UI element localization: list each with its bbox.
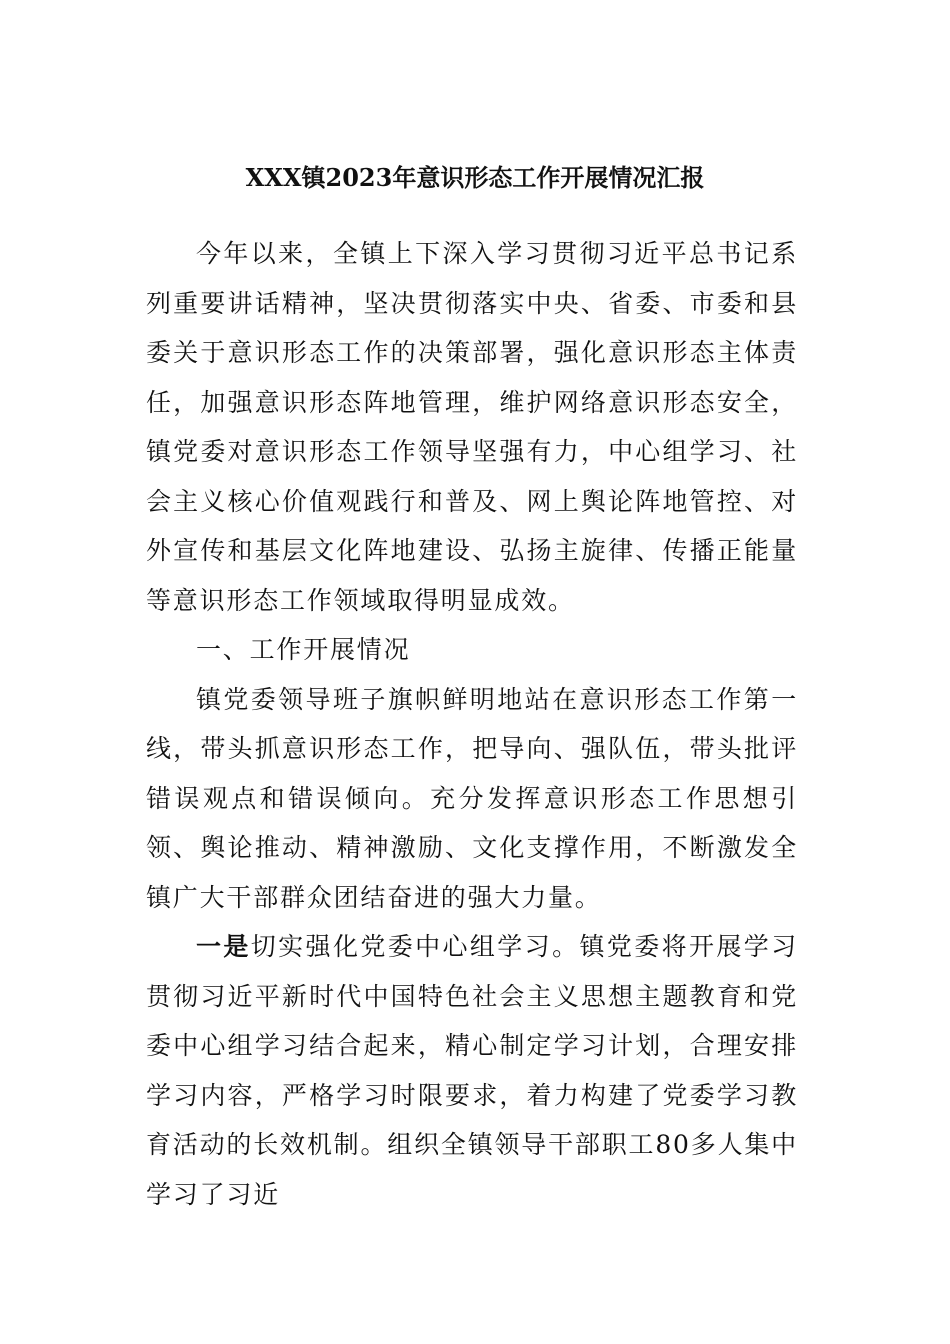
body-paragraph — [146, 675, 798, 923]
point-paragraph-text: 切实强化党委中心组学习。镇党委将开展学习贯彻习近平新时代中国特色社会主义思想主题教育和党委中心组学习结合起来，精心制定学习计划，合理安排学习内容，严格学习时限要求，着力构建了党委学习教育活动的长效机制。组织全镇领导干部职工80多人集中学习了习近 — [146, 932, 798, 1209]
document-body — [146, 229, 798, 1219]
body-paragraph-text: 镇党委领导班子旗帜鲜明地站在意识形态工作第一线，带头抓意识形态工作，把导向、强队伍，带头批评错误观点和错误倾向。充分发挥意识形态工作思想引领、舆论推动、精神激励、文化支撑作用，不断激发全镇广大干部群众团结奋进的强大力量。 — [146, 684, 798, 912]
document-title: XXX镇2023年意识形态工作开展情况汇报 — [245, 163, 705, 192]
section-heading — [146, 625, 798, 675]
point-lead: 一是 — [196, 932, 251, 961]
intro-paragraph-text: 今年以来，全镇上下深入学习贯彻习近平总书记系列重要讲话精神，坚决贯彻落实中央、省委、市委和县委关于意识形态工作的决策部署，强化意识形态主体责任，加强意识形态阵地管理，维护网络意识形态安全，镇党委对意识形态工作领导坚强有力，中心组学习、社会主义核心价值观践行和普及、网上舆论阵地管控、对外宣传和基层文化阵地建设、弘扬主旋律、传播正能量等意识形态工作领域取得明显成效。 — [146, 239, 798, 615]
point-paragraph — [146, 922, 798, 1219]
intro-paragraph — [146, 229, 798, 625]
section-heading-text: 一、工作开展情况 — [196, 635, 411, 664]
